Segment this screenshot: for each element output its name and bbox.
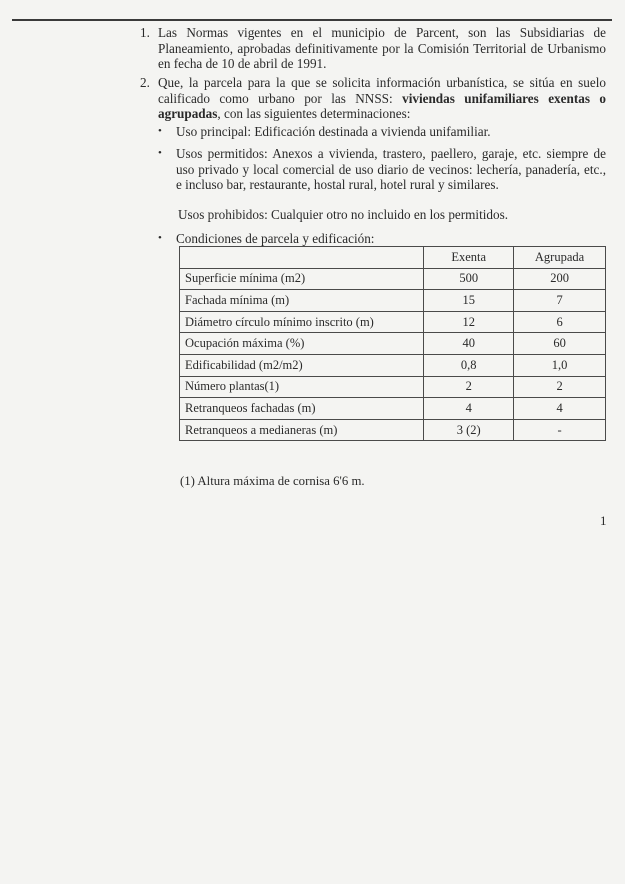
table-cell: Retranqueos fachadas (m) (180, 398, 424, 420)
bullet-uso-principal (158, 124, 606, 140)
item-text-bold: viviendas unifamiliares exentas o agrupadas (158, 90, 606, 121)
table-cell: Retranqueos a medianeras (m) (180, 419, 424, 441)
page-number: 1 (600, 513, 607, 528)
item-text-end: , con las siguientes determinaciones: (217, 106, 411, 121)
table-header-cell: Exenta (424, 247, 514, 269)
table-cell: 2 (514, 376, 606, 398)
table-row (180, 268, 606, 290)
bullet-usos-permitidos (158, 146, 606, 193)
numbered-item-2 (140, 75, 606, 122)
numbered-item-1 (140, 25, 606, 72)
table-cell: 15 (424, 290, 514, 312)
usos-prohibidos: Usos prohibidos: Cualquier otro no incluido en los permitidos. (178, 207, 509, 222)
bullet-icon: • (158, 232, 162, 244)
table-cell: 0,8 (424, 354, 514, 376)
conditions-table (179, 246, 606, 441)
table-row (180, 376, 606, 398)
table-cell: Superficie mínima (m2) (180, 268, 424, 290)
item-text (158, 75, 606, 122)
table-cell: 2 (424, 376, 514, 398)
table-row (180, 419, 606, 441)
table-row (180, 290, 606, 312)
item-text-start: Que, la parcela para la que se solicita información urbanística, se sitúa en suelo calificado como urbano por las NNSS: (158, 75, 606, 106)
bullet-icon: • (158, 125, 162, 137)
table-cell: 200 (514, 268, 606, 290)
item-number: 2. (140, 75, 150, 90)
table-header-cell: Agrupada (514, 247, 606, 269)
table-cell: Fachada mínima (m) (180, 290, 424, 312)
table-cell: Número plantas(1) (180, 376, 424, 398)
table-cell: 7 (514, 290, 606, 312)
bullet-text: Condiciones de parcela y edificación: (176, 231, 375, 246)
table-cell: 500 (424, 268, 514, 290)
table-header-cell (180, 247, 424, 269)
top-rule (12, 19, 612, 21)
table-cell: Diámetro círculo mínimo inscrito (m) (180, 311, 424, 333)
table-cell: 12 (424, 311, 514, 333)
bullet-condiciones (158, 231, 606, 247)
table-cell: 4 (424, 398, 514, 420)
table-cell: Ocupación máxima (%) (180, 333, 424, 355)
table-row (180, 311, 606, 333)
table-row (180, 333, 606, 355)
table-header-row (180, 247, 606, 269)
table-cell: 60 (514, 333, 606, 355)
table-cell: 4 (514, 398, 606, 420)
table-cell: 1,0 (514, 354, 606, 376)
table-cell: 6 (514, 311, 606, 333)
table-row (180, 354, 606, 376)
table-cell: Edificabilidad (m2/m2) (180, 354, 424, 376)
table-row (180, 398, 606, 420)
bullet-icon: • (158, 147, 162, 159)
item-text: Las Normas vigentes en el municipio de Parcent, son las Subsidiarias de Planeamiento, aprobadas definitivamente por la Comisión Territorial de Urbanismo en fecha de 10 de abril de 1991. (158, 25, 606, 71)
footnote: (1) Altura máxima de cornisa 6'6 m. (180, 474, 365, 488)
item-number: 1. (140, 25, 150, 40)
bullet-text: Uso principal: Edificación destinada a vivienda unifamiliar. (176, 124, 491, 139)
table-cell: 3 (2) (424, 419, 514, 441)
table-cell: - (514, 419, 606, 441)
bullet-text: Usos permitidos: Anexos a vivienda, trastero, paellero, garaje, etc. siempre de uso privado y local comercial de uso diario de vecinos: lechería, panadería, etc., e incluso bar, restaurante, hostal rural, hotel rural y similares. (176, 146, 606, 192)
table-cell: 40 (424, 333, 514, 355)
